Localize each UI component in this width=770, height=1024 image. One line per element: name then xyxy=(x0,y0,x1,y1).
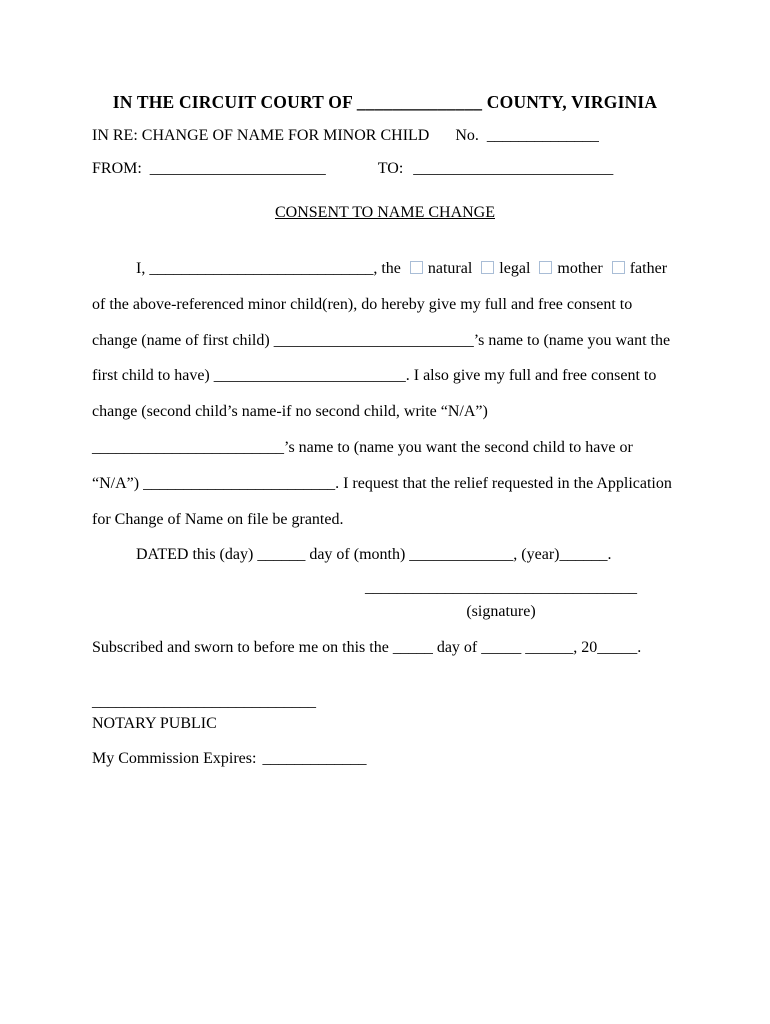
to-blank: _________________________ xyxy=(413,160,614,177)
case-caption-line xyxy=(92,126,678,146)
notary-title: NOTARY PUBLIC xyxy=(92,715,217,733)
father-checkbox[interactable] xyxy=(612,261,625,274)
commission-label: My Commission Expires: xyxy=(92,750,257,768)
court-title: IN THE CIRCUIT COURT OF ______________ COUNTY, VIRGINIA xyxy=(112,92,658,112)
sworn-statement: Subscribed and sworn to before me on this the _____ day of _____ ______, 20_____. xyxy=(92,639,642,657)
mother-checkbox-label: mother xyxy=(557,260,603,277)
consent-body-text: of the above-referenced minor child(ren), do hereby give my full and free consent to change (name of first child) _________________________’s name to (name you want the first child to have) ________________________. I also give my full and free consent to change (second child’s name-if no second child, write “N/A”) ________________________’s name to (name you want the second child to have or “N/A”) ________________________. I request that the relief requested in the Application for Change of Name on file be granted. xyxy=(92,295,672,528)
from-label: FROM: xyxy=(92,160,142,177)
dated-line: DATED this (day) ______ day of (month) _____________, (year)______. xyxy=(136,546,612,564)
natural-checkbox[interactable] xyxy=(410,261,423,274)
commission-blank: _____________ xyxy=(262,750,367,768)
mother-option xyxy=(539,260,602,277)
notary-signature-line: ____________________________ xyxy=(92,693,316,711)
notary-block xyxy=(92,692,678,770)
signature-block xyxy=(363,575,639,623)
legal-checkbox[interactable] xyxy=(481,261,494,274)
legal-option xyxy=(481,260,530,277)
to-label: TO: xyxy=(377,160,404,177)
father-checkbox-label: father xyxy=(629,260,668,277)
natural-checkbox-label: natural xyxy=(427,260,473,277)
signature-line: __________________________________ xyxy=(365,579,637,597)
consent-paragraph xyxy=(92,251,678,537)
father-option xyxy=(612,260,667,277)
in-re-label: IN RE: CHANGE OF NAME FOR MINOR CHILD xyxy=(92,127,430,144)
case-number-label: No. xyxy=(455,127,479,144)
signature-caption: (signature) xyxy=(466,603,536,621)
commission-line xyxy=(92,748,678,770)
legal-checkbox-label: legal xyxy=(499,260,531,277)
from-to-line xyxy=(92,159,678,179)
case-number-blank: ______________ xyxy=(486,127,599,144)
natural-option xyxy=(410,260,472,277)
mother-checkbox[interactable] xyxy=(539,261,552,274)
form-heading: CONSENT TO NAME CHANGE xyxy=(274,204,495,221)
consent-intro: I, ____________________________, the xyxy=(136,260,401,277)
from-blank: ______________________ xyxy=(149,160,326,177)
